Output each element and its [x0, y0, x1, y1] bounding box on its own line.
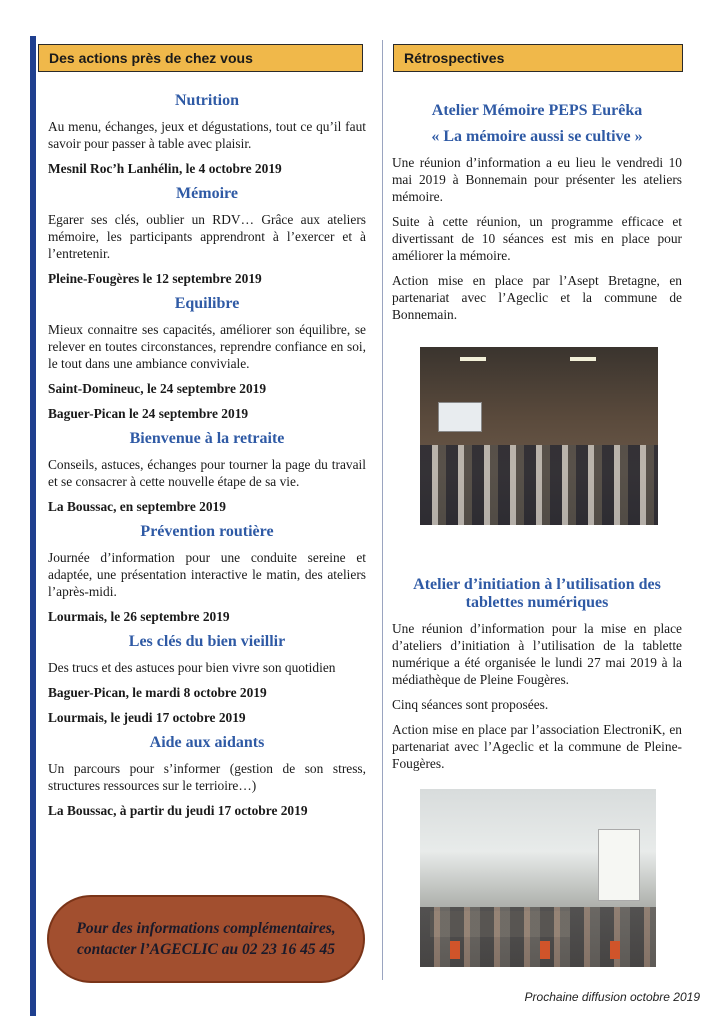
ceiling-light: [570, 357, 596, 361]
chair: [610, 941, 620, 959]
article-tablettes: [392, 576, 682, 780]
section-location: La Boussac, en septembre 2019: [48, 499, 226, 514]
left-column-header: Des actions près de chez vous: [38, 44, 363, 72]
section-vieillir: [48, 633, 366, 726]
section-text: Un parcours pour s’informer (gestion de son stress, structures ressources sur le terrioire…): [48, 761, 366, 793]
section-aidants: [48, 734, 366, 819]
section-title: Les clés du bien vieillir: [128, 633, 286, 650]
section-location: La Boussac, à partir du jeudi 17 octobre 2019: [48, 803, 308, 818]
article-text: Suite à cette réunion, un programme efficace et divertissant de 10 séances est mis en place pour améliorer la mémoire.: [392, 214, 682, 263]
section-text: Mieux connaitre ses capacités, améliorer son équilibre, se relever en toutes circonstances, reprendre confiance en soi, le tout dans une ambiance conviviale.: [48, 322, 366, 371]
article-text: Action mise en place par l’association ElectroniK, en partenariat avec l’Ageclic et la commune de Pleine-Fougères.: [392, 722, 682, 771]
section-nutrition: [48, 92, 366, 177]
right-column-header: Rétrospectives: [393, 44, 683, 72]
left-column: [48, 92, 366, 827]
section-memoire: [48, 185, 366, 287]
window: [598, 829, 640, 901]
article-subtitle: « La mémoire aussi se cultive »: [431, 128, 643, 145]
section-title: Equilibre: [174, 295, 240, 312]
tablet-workshop-photo: [420, 789, 656, 967]
contact-box: [47, 895, 365, 983]
section-text: Egarer ses clés, oublier un RDV… Grâce aux ateliers mémoire, les participants apprendront à l’exercer et à l’entretenir.: [48, 212, 366, 261]
section-location: Pleine-Fougères le 12 septembre 2019: [48, 271, 262, 286]
right-column: [392, 102, 682, 771]
section-location: Baguer-Pican le 24 septembre 2019: [48, 406, 249, 421]
contact-line: Pour des informations complémentaires,: [76, 920, 336, 937]
ceiling-light: [460, 357, 486, 361]
section-title: Mémoire: [176, 185, 238, 202]
section-title: Bienvenue à la retraite: [129, 430, 285, 447]
article-title: Atelier Mémoire PEPS Eurêka: [431, 102, 643, 119]
section-title: Aide aux aidants: [149, 734, 265, 751]
chair: [540, 941, 550, 959]
left-accent-bar: [30, 36, 36, 1016]
article-text: Action mise en place par l’Asept Bretagne, en partenariat avec l’Ageclic et la commune de Bonnemain.: [392, 273, 682, 322]
section-text: Au menu, échanges, jeux et dégustations, tout ce qu’il faut savoir pour passer à table avec plaisir.: [48, 119, 366, 151]
section-location: Lourmais, le 26 septembre 2019: [48, 609, 230, 624]
footer-next-issue: Prochaine diffusion octobre 2019: [524, 990, 700, 1004]
section-location: Baguer-Pican, le mardi 8 octobre 2019: [48, 685, 267, 700]
projection-screen: [438, 402, 482, 432]
article-text: Une réunion d’information a eu lieu le vendredi 10 mai 2019 à Bonnemain pour présenter les ateliers mémoire.: [392, 155, 682, 204]
article-text: Cinq séances sont proposées.: [392, 697, 549, 712]
section-title: Nutrition: [175, 92, 239, 109]
audience: [420, 445, 658, 525]
contact-line: contacter l’AGECLIC au 02 23 16 45 45: [77, 941, 335, 958]
column-divider: [382, 40, 383, 980]
section-routiere: [48, 523, 366, 625]
section-text: Conseils, astuces, échanges pour tourner la page du travail et se consacrer à cette nouvelle étape de sa vie.: [48, 457, 366, 489]
section-location: Mesnil Roc’h Lanhélin, le 4 octobre 2019: [48, 161, 282, 176]
section-location: Lourmais, le jeudi 17 octobre 2019: [48, 710, 246, 725]
chair: [450, 941, 460, 959]
article-title: Atelier d’initiation à l’utilisation des tablettes numériques: [413, 576, 661, 611]
memory-workshop-photo: [420, 347, 658, 525]
section-title: Prévention routière: [140, 523, 274, 540]
section-text: Journée d’information pour une conduite sereine et adaptée, une présentation interactive le matin, des ateliers l’après-midi.: [48, 550, 366, 599]
article-text: Une réunion d’information pour la mise en place d’ateliers d’initiation à l’utilisation de la tablette numérique a été organisée le lundi 27 mai 2019 à la médiathèque de Pleine Fougères.: [392, 621, 682, 687]
article-peps: [392, 102, 682, 323]
section-equilibre: [48, 295, 366, 422]
section-retraite: [48, 430, 366, 515]
section-text: Des trucs et des astuces pour bien vivre son quotidien: [48, 660, 336, 675]
section-location: Saint-Domineuc, le 24 septembre 2019: [48, 381, 267, 396]
